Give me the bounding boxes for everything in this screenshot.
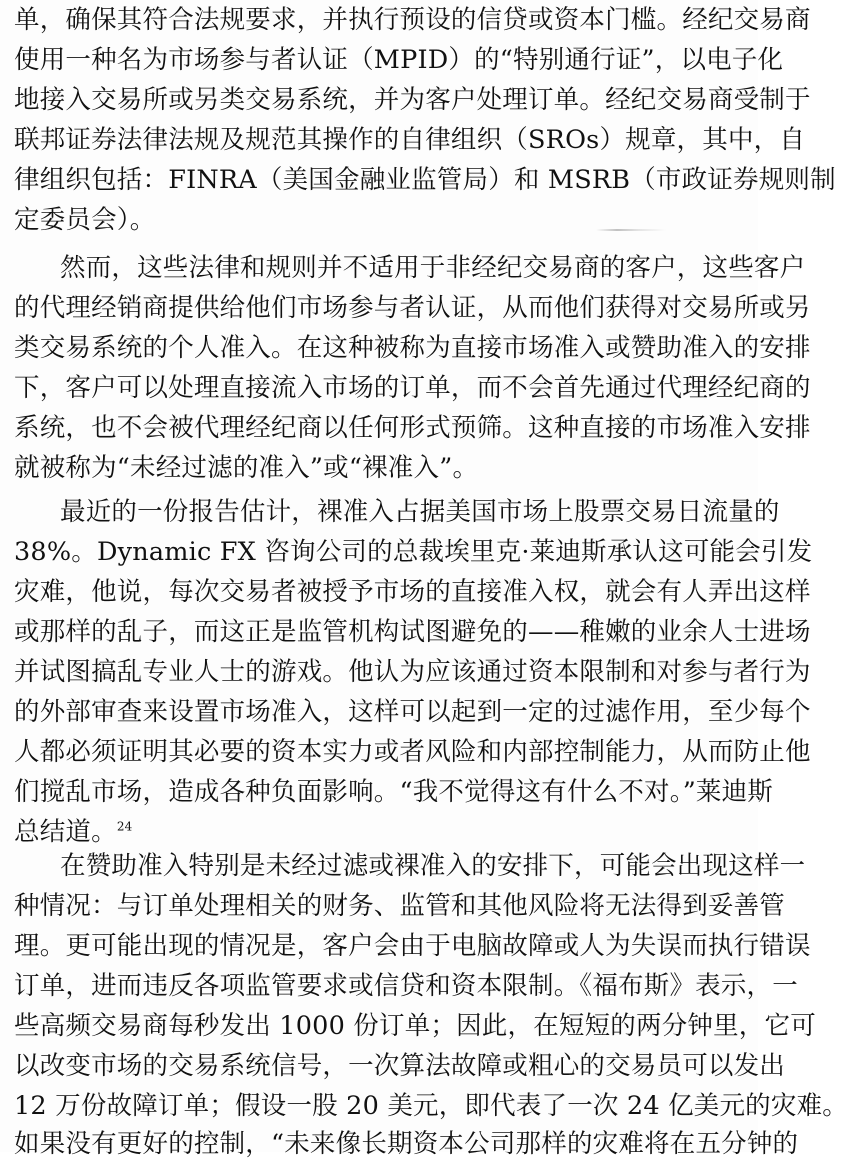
text-line: 灾难，他说，每次交易者被授予市场的直接准入权，就会有人弄出这样 — [14, 577, 811, 607]
text-line: 最近的一份报告估计，裸准入占据美国市场上股票交易日流量的 — [60, 497, 780, 527]
text-line: 的外部审查来设置市场准入，这样可以起到一定的过滤作用，至少每个 — [14, 697, 811, 727]
text-line: 类交易系统的个人准入。在这种被称为直接市场准入或赞助准入的安排 — [14, 333, 811, 363]
scan-artifact-mark — [596, 229, 666, 231]
text-line: 使用一种名为市场参与者认证（MPID）的“特别通行证”，以电子化 — [14, 45, 784, 75]
text-line: 人都必须证明其必要的资本实力或者风险和内部控制能力，从而防止他 — [14, 737, 811, 767]
text-line: 下，客户可以处理直接流入市场的订单，而不会首先通过代理经纪商的 — [14, 373, 811, 403]
text-line: 在赞助准入特别是未经过滤或裸准入的安排下，可能会出现这样一 — [60, 851, 806, 881]
text-line: 38%。Dynamic FX 咨询公司的总裁埃里克·莱迪斯承认这可能会引发 — [14, 537, 813, 567]
text-line: 如果没有更好的控制，“未来像长期资本公司那样的灾难将在五分钟的 — [14, 1129, 799, 1159]
text-line: 种情况：与订单处理相关的财务、监管和其他风险将无法得到妥善管 — [14, 891, 786, 921]
text-line: 地接入交易所或另类交易系统，并为客户处理订单。经纪交易商受制于 — [14, 85, 811, 115]
text-line: 单，确保其符合法规要求，并执行预设的信贷或资本门槛。经纪交易商 — [14, 5, 811, 35]
text-line: 并试图搞乱专业人士的游戏。他认为应该通过资本限制和对参与者行为 — [14, 657, 811, 687]
footnote-marker: 24 — [116, 819, 133, 834]
text-line: 就被称为“未经过滤的准入”或“裸准入”。 — [14, 453, 479, 483]
text-line: 些高频交易商每秒发出 1000 份订单；因此，在短短的两分钟里，它可 — [14, 1011, 816, 1041]
text-line: 12 万份故障订单；假设一股 20 美元，即代表了一次 24 亿美元的灾难。 — [14, 1091, 848, 1121]
text-line: 理。更可能出现的情况是，客户会由于电脑故障或人为失误而执行错误 — [14, 931, 811, 961]
text-line: 们搅乱市场，造成各种负面影响。“我不觉得这有什么不对。”莱迪斯 — [14, 777, 774, 807]
text-line: 系统，也不会被代理经纪商以任何形式预筛。这种直接的市场准入安排 — [14, 413, 811, 443]
text-line: 联邦证券法律法规及规范其操作的自律组织（SROs）规章，其中，自 — [14, 125, 806, 155]
text-line-end: 总结道。 — [14, 817, 117, 847]
text-line: 律组织包括：FINRA（美国金融业监管局）和 MSRB（市政证券规则制 — [14, 165, 836, 195]
text-line: 或那样的乱子，而这正是监管机构试图避免的——稚嫩的业余人士进场 — [14, 617, 811, 647]
text-line: 然而，这些法律和规则并不适用于非经纪交易商的客户，这些客户 — [60, 253, 806, 283]
text-line: 订单，进而违反各项监管要求或信贷和资本限制。《福布斯》表示，一 — [14, 971, 798, 1001]
text-line: 以改变市场的交易系统信号，一次算法故障或粗心的交易员可以发出 — [14, 1051, 786, 1081]
text-line: 定委员会）。 — [14, 205, 156, 235]
text-line: 的代理经销商提供给他们市场参与者认证，从而他们获得对交易所或另 — [14, 293, 811, 323]
